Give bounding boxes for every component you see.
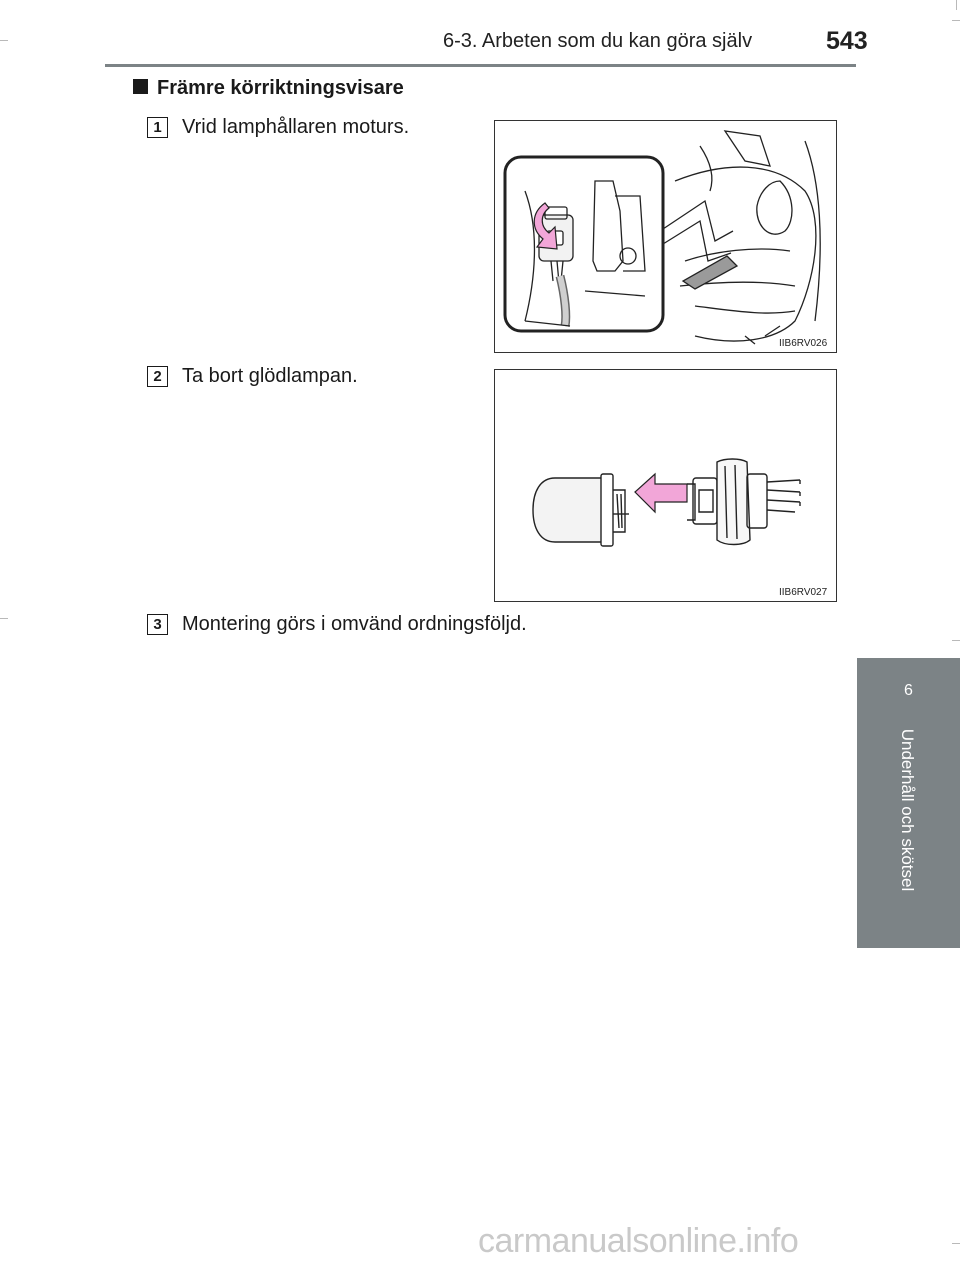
crop-mark [0, 40, 8, 41]
header-title: 6-3. Arbeten som du kan göra själv [443, 30, 753, 52]
crop-mark [952, 1243, 960, 1244]
step-number: 2 [147, 366, 168, 387]
crop-mark [0, 618, 8, 619]
section-heading [133, 77, 404, 100]
step-text: Ta bort glödlampan. [182, 365, 358, 387]
section-heading-text: Främre körriktningsvisare [157, 77, 404, 99]
figure-remove-bulb [494, 369, 837, 602]
figure-code: IIB6RV026 [779, 338, 828, 349]
crop-mark [952, 640, 960, 641]
chapter-number: 6 [904, 682, 913, 699]
watermark: carmanualsonline.info [478, 1222, 799, 1260]
chapter-title: Underhåll och skötsel [898, 728, 917, 892]
square-bullet-icon [133, 79, 148, 94]
step-text: Montering görs i omvänd ordningsföljd. [182, 613, 527, 635]
turn-bulb-holder-illustration [495, 121, 837, 353]
remove-bulb-illustration [495, 370, 837, 602]
header-rule [105, 64, 856, 67]
arrow-left-icon [635, 474, 687, 512]
step-number: 1 [147, 117, 168, 138]
figure-code: IIB6RV027 [779, 587, 828, 598]
step-text: Vrid lamphållaren moturs. [182, 116, 410, 138]
crop-mark [956, 0, 957, 10]
figure-turn-bulb-holder [494, 120, 837, 353]
crop-mark [952, 20, 960, 21]
page-number: 543 [826, 27, 868, 55]
step-number: 3 [147, 614, 168, 635]
